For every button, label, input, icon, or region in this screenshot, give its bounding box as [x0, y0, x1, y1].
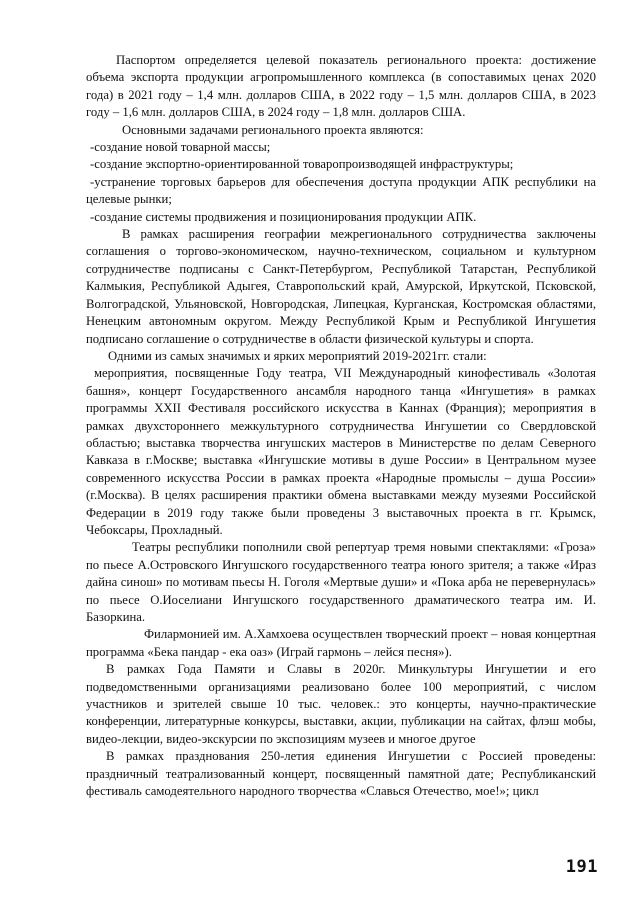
paragraph-interregional-cooperation: В рамках расширения географии межрегионального сотрудничества заключены соглашения о торгово-экономическом, научно-техническом, социальном и культурном сотрудничестве подписаны с Санкт-Петербургом, Республикой Татарстан, Республикой Калмыкия, Республикой Адыгея, Ставропольский край, Амурской, Иркутской, Псковской, Волгоградской, Ульяновской, Новгородская, Липецкая, Курганская, Костромская областями, Ненецким автономным округом. Между Республикой Крым и Республикой Ингушетия подписано соглашение о сотрудничестве в области физической культуры и спорта.	[86, 227, 596, 346]
paragraph-events-intro: Одними из самых значимых и ярких мероприятий 2019-2021гг. стали:	[108, 348, 487, 363]
list-item-export-infrastructure: -создание экспортно-ориентированной товаропроизводящей инфраструктуры;	[90, 157, 514, 172]
list-item-trade-barriers: -устранение торговых барьеров для обеспечения доступа продукции АПК республики на целевые рынки;	[86, 174, 596, 207]
paragraph-philharmonic: Филармонией им. А.Хамхоева осуществлен творческий проект – новая концертная программа «Бека пандар - ека оаз» (Играй гармонь – лейся песня»).	[86, 627, 596, 659]
list-item-new-commodity-mass: -создание новой товарной массы;	[90, 140, 271, 155]
paragraph-tasks-intro: Основными задачами регионального проекта являются:	[122, 122, 424, 137]
paragraph-events-list: мероприятия, посвященные Году театра, VII Международный кинофестиваль «Золотая башня», концерт Государственного ансамбля народного танца «Ингушетия» в рамках программы XXII Фестиваля российского искусства в Каннах (Франция); мероприятия в рамках двухстороннего межкультурного сотрудничества Ингушетии со Свердловской областью; выставка творчества ингушских мастеров в Министерстве по делам Северного Кавказа в г.Москве; выставка «Ингушские мотивы в душе России» в Центральном музее современного искусства России в рамках проекта «Народные промыслы – душа России» (г.Москва). В целях расширения практики обмена выставками между музеями Российской Федерации в 2019 году также были проведены 3 выставочных проекта в гг. Крымск, Чебоксары, Прохладный.	[86, 366, 596, 537]
paragraph-250-anniversary: В рамках празднования 250-летия единения Ингушетии с Россией проведены: праздничный театрализованный концерт, посвященный памятной дате; Республиканский фестиваль самодеятельного народного творчества «Славься Отечество, мое!»; цикл	[86, 749, 596, 799]
page-number: 191	[565, 857, 598, 877]
paragraph-theatres: Театры республики пополнили свой репертуар тремя новыми спектаклями: «Гроза» по пьесе А.Островского Ингушского государственного театра юного зрителя; а также «Ираз дайна синош» по мотивам пьесы Н. Гоголя «Мертвые души» и «Пока арба не перевернулась» по пьесе О.Иоселиани Ингушского государственного драматического театра им. И. Базоркина.	[86, 540, 596, 624]
list-item-promotion-system: -создание системы продвижения и позиционирования продукции АПК.	[90, 209, 477, 224]
paragraph-passport-target: Паспортом определяется целевой показатель регионального проекта: достижение объема экспорта продукции агропромышленного комплекса (в сопоставимых ценах 2020 года) в 2021 году – 1,4 млн. долларов США, в 2022 году – 1,5 млн. долларов США, в 2023 году – 1,6 млн. долларов США, в 2024 году – 1,8 млн. долларов США.	[86, 53, 596, 120]
paragraph-memory-glory-year: В рамках Года Памяти и Славы в 2020г. Минкультуры Ингушетии и его подведомственными организациями реализовано более 100 мероприятий, с числом участников и зрителей свыше 10 тыс. человек.: это концерты, научно-практические конференции, литературные конкурсы, выставки, акции, публикации на сайтах, флэш мобы, видео-лекции, видео-экскурсии по экспозициям музеев и многое другое	[86, 662, 596, 746]
document-page	[86, 52, 596, 800]
